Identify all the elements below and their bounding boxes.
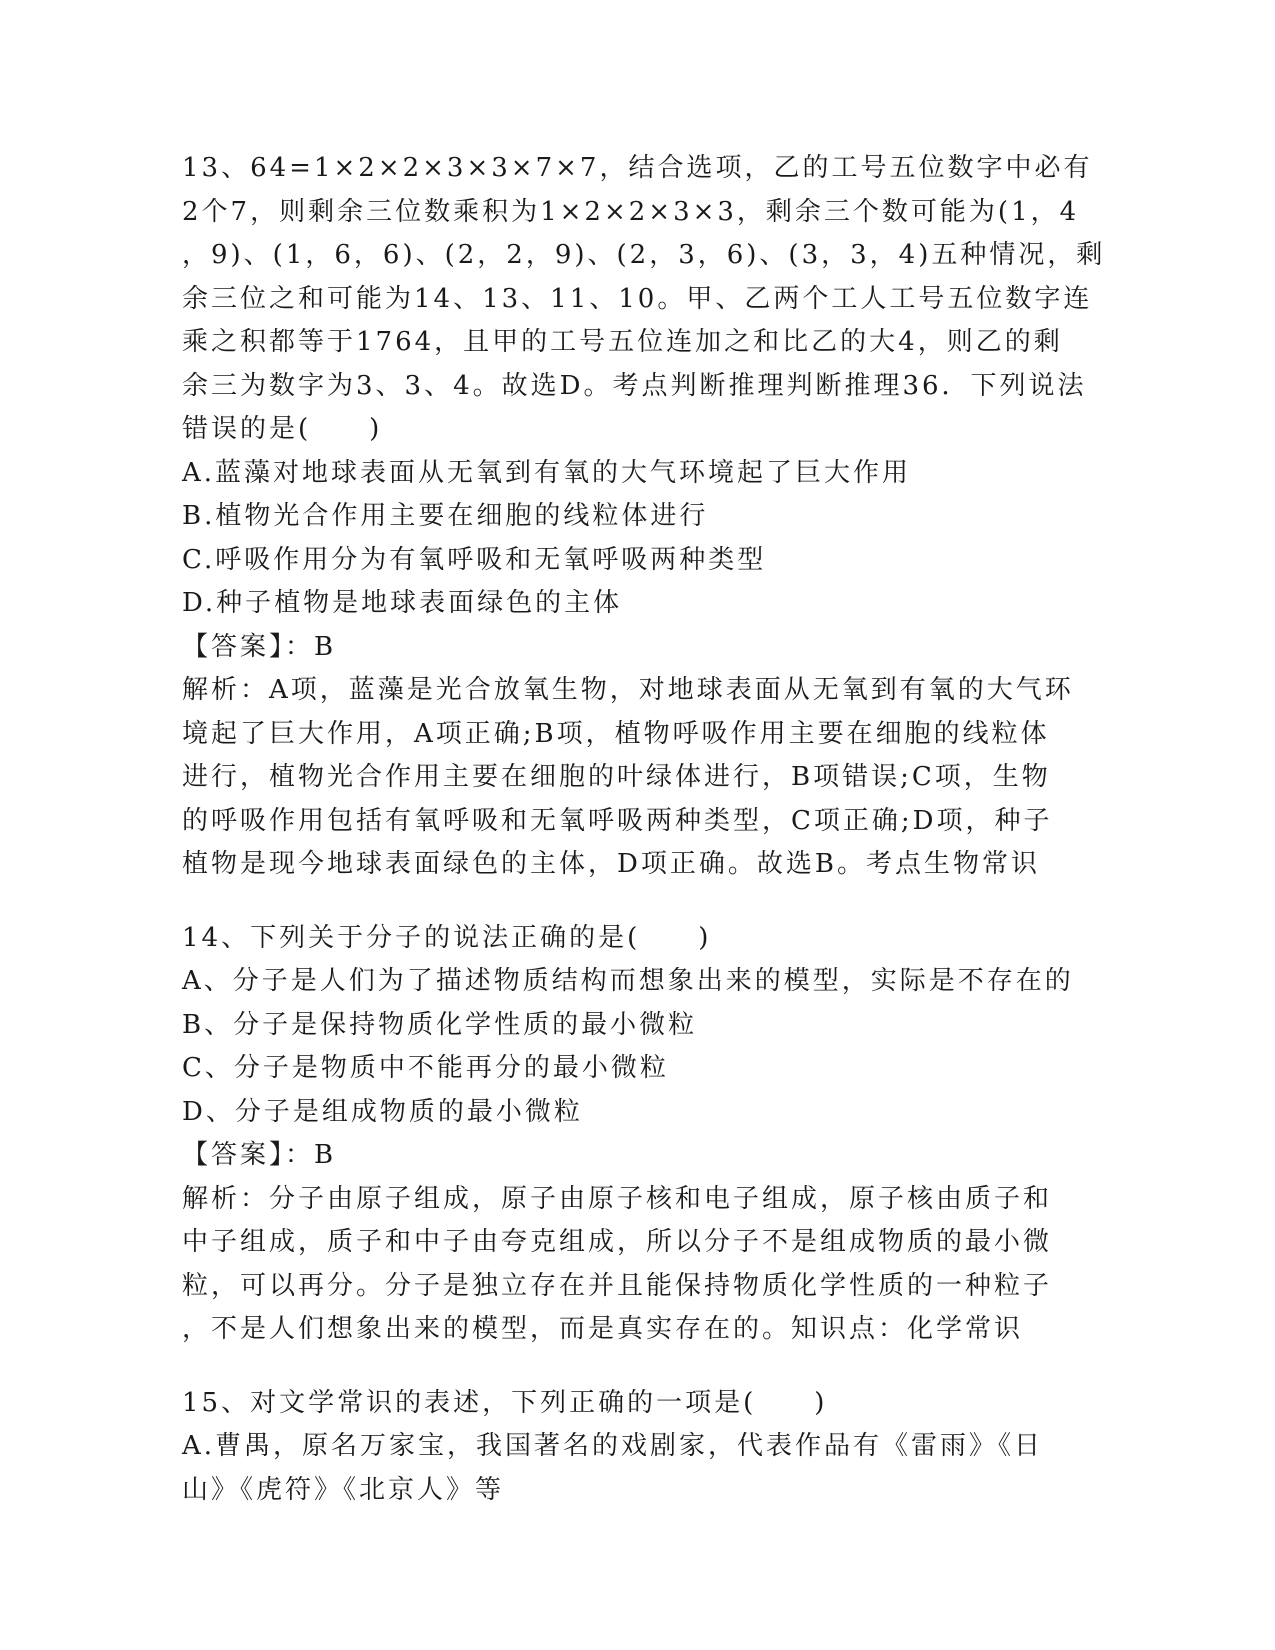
document-page — [182, 147, 1106, 1512]
q14-analysis-line: 中子组成，质子和中子由夸克组成，所以分子不是组成物质的最小微 — [182, 1227, 1053, 1257]
section-gap — [182, 1352, 1097, 1382]
q13-option-d: D.种子植物是地球表面绿色的主体 — [182, 588, 623, 618]
q13-explanation-line: 余三位之和可能为14、13、11、10。甲、乙两个工人工号五位数字连 — [182, 283, 1093, 314]
q13-analysis-line: 境起了巨大作用，A项正确;B项，植物呼吸作用主要在细胞的线粒体 — [182, 718, 1050, 749]
q15-option-a: A.曹禺，原名万家宝，我国著名的戏剧家，代表作品有《雷雨》《日 — [182, 1431, 1044, 1461]
q13-explanation-line: 13、64=1×2×2×3×3×7×7，结合选项，乙的工号五位数字中必有 — [182, 153, 1093, 183]
q13-answer: 【答案】：B — [182, 631, 337, 662]
q13-analysis-line: 解析：A项，蓝藻是光合放氧生物，对地球表面从无氧到有氧的大气环 — [182, 675, 1074, 705]
question-14-block — [182, 917, 1097, 1352]
q13-explanation-line: ，9)、(1，6，6)、(2，2，9)、(2，3，6)、(3，3，4)五种情况，剩 — [182, 240, 1106, 270]
q13-option-c: C.呼吸作用分为有氧呼吸和无氧呼吸两种类型 — [182, 544, 767, 575]
q13-analysis-line: 的呼吸作用包括有氧呼吸和无氧呼吸两种类型，C项正确;D项，种子 — [182, 805, 1053, 836]
q14-option-a: A、分子是人们为了描述物质结构而想象出来的模型，实际是不存在的 — [182, 966, 1074, 996]
q15-question: 15、对文学常识的表述，下列正确的一项是( ) — [182, 1387, 828, 1418]
q13-option-a: A.蓝藻对地球表面从无氧到有氧的大气环境起了巨大作用 — [182, 457, 912, 488]
q14-option-b: B、分子是保持物质化学性质的最小微粒 — [182, 1009, 698, 1040]
q14-analysis-line: ，不是人们想象出来的模型，而是真实存在的。知识点：化学常识 — [182, 1314, 1024, 1344]
q14-option-c: C、分子是物质中不能再分的最小微粒 — [182, 1053, 669, 1083]
q14-analysis-line: 解析：分子由原子组成，原子由原子核和电子组成，原子核由质子和 — [182, 1183, 1053, 1214]
section-gap — [182, 887, 1097, 917]
q14-option-d: D、分子是组成物质的最小微粒 — [182, 1096, 583, 1127]
q13-explanation-line: 乘之积都等于1764，且甲的工号五位连加之和比乙的大4，则乙的剩 — [182, 327, 1063, 357]
q13-analysis-line: 进行，植物光合作用主要在细胞的叶绿体进行，B项错误;C项，生物 — [182, 762, 1051, 792]
q13-explanation-line: 2个7，则剩余三位数乘积为1×2×2×3×3，剩余三个数可能为(1，4 — [182, 196, 1080, 227]
question-13-block — [182, 147, 1106, 887]
q13-explanation-line: 余三为数字为3、3、4。故选D。考点判断推理判断推理36．下列说法 — [182, 370, 1087, 401]
q13-analysis-line: 植物是现今地球表面绿色的主体，D项正确。故选B。考点生物常识 — [182, 849, 1040, 879]
q14-answer: 【答案】：B — [182, 1140, 337, 1170]
question-15-block — [182, 1382, 1097, 1513]
q13-explanation-line: 错误的是( ) — [182, 414, 383, 444]
q15-option-a-continued: 山》《虎符》《北京人》等 — [182, 1474, 505, 1505]
q13-option-b: B.植物光合作用主要在细胞的线粒体进行 — [182, 501, 709, 531]
q14-analysis-line: 粒，可以再分。分子是独立存在并且能保持物质化学性质的一种粒子 — [182, 1270, 1053, 1301]
q14-question: 14、下列关于分子的说法正确的是( ) — [182, 922, 712, 953]
